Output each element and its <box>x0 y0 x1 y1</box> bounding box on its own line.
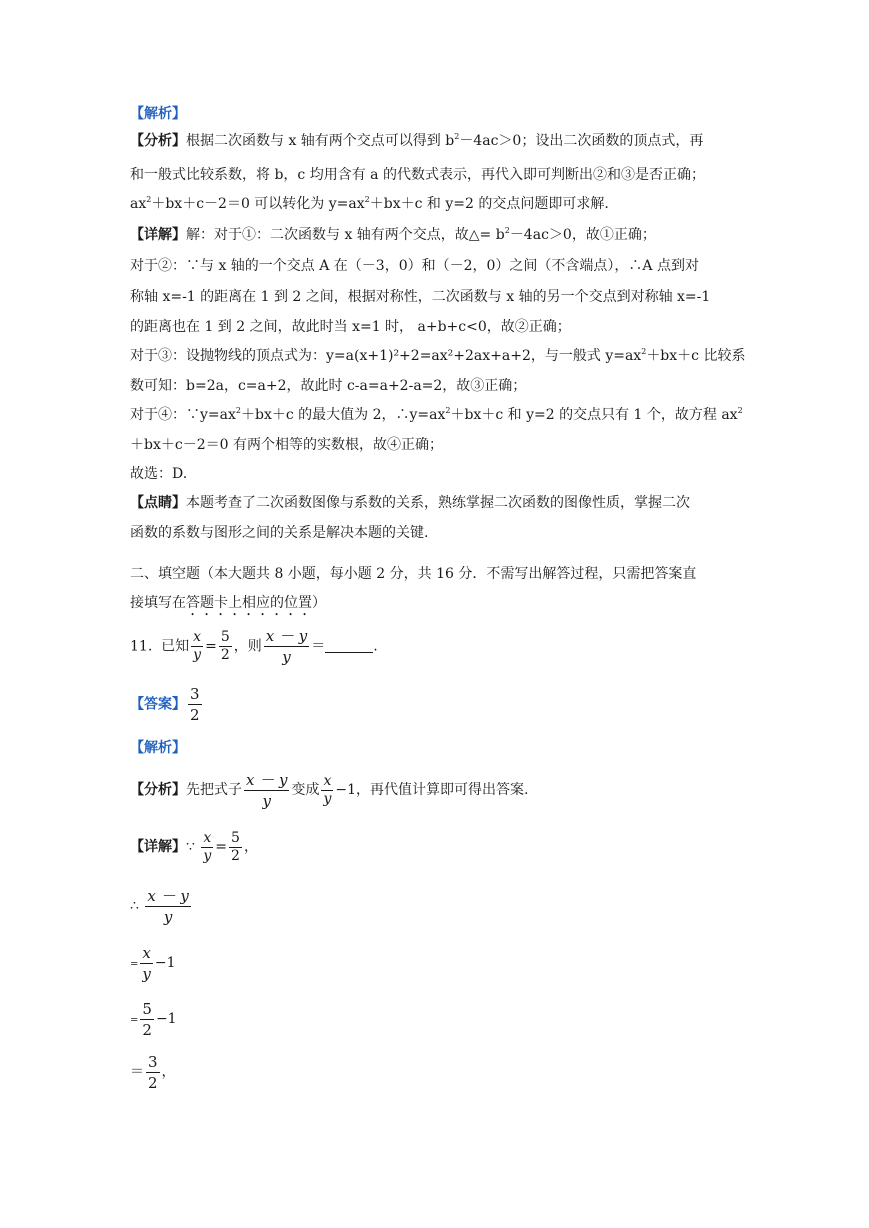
fraction-x-over-y: $\frac{x}{y}$ <box>193 629 202 663</box>
detail-11: 【详解】∵ $\frac{x}{y}$ = $\frac{5}{2}$ ， <box>130 829 258 864</box>
analysis-heading: 【解析】 <box>130 106 186 122</box>
answer-blank <box>325 640 373 653</box>
analysis-11: 【分析】先把式子 $\frac{x - y}{y}$ 变成 $\frac{x}{y}$ −1，再代值计算即可得出答案. <box>130 770 529 810</box>
question-number: 11. <box>130 638 153 655</box>
comment-line-1: 【点睛】本题考查了二次函数图像与系数的关系，熟练掌握二次函数的图像性质，掌握二次 <box>130 495 690 511</box>
fraction-5-over-2: $\frac{5}{2}$ <box>231 829 240 864</box>
step-2: = $\frac{x}{y}$ −1 <box>130 943 176 983</box>
section-header-line-1: 二、填空题（本大题共 8 小题，每小题 2 分，共 16 分．不需写出解答过程，只需把答案直 <box>130 566 697 582</box>
detail-line-6: 数可知：b=2a，c=a+2，故此时 c-a=a+2-a=2，故③正确； <box>130 378 527 394</box>
analysis-heading-11: 【解析】 <box>130 740 186 756</box>
fraction-x-over-y: $\frac{x}{y}$ <box>203 829 212 864</box>
answer-fraction: $\frac{3}{2}$ <box>190 685 200 724</box>
detail-answer-choice: 故选：D. <box>130 466 188 482</box>
answer-row <box>130 684 204 725</box>
step-4: ＝ $\frac{3}{2}$ ， <box>130 1052 176 1092</box>
fraction-5-over-2: $\frac{5}{2}$ <box>142 999 152 1039</box>
section-header-line-2: 接填写在答题卡上相应的位置） <box>130 595 326 611</box>
detail-line-7: 对于④：$\because y=ax^2+bx+c$ 的最大值为 2，$\therefore y=ax^2+bx+c$ 和 y=2 的交点只有 1 个，故方程 $ax^2$ <box>130 406 743 423</box>
fraction-3-over-2: $\frac{3}{2}$ <box>148 1052 158 1092</box>
comment-line-2: 函数的系数与图形之间的关系是解决本题的关键. <box>130 525 429 541</box>
detail-line-4: 的距离也在 1 到 2 之间，故此时当 x=1 时， a+b+c<0，故②正确； <box>130 319 571 335</box>
detail-line-3: 称轴 x=-1 的距离在 1 到 2 之间，根据对称性，二次函数与 x 轴的另一个交点到对称轴 x=-1 <box>130 289 711 305</box>
answer-tag: 【答案】 <box>130 696 186 713</box>
fraction-x-over-y: $\frac{x}{y}$ <box>323 772 332 807</box>
fraction-x-minus-y-over-y: $\frac{x - y}{y}$ <box>265 627 308 666</box>
analysis-line-1: 【分析】根据二次函数与 x 轴有两个交点可以得到 $b^2-4ac>0$；设出二次函数的顶点式，再 <box>130 132 704 149</box>
fraction-5-over-2: $\frac{5}{2}$ <box>220 629 230 663</box>
step-1: ∴ $\frac{x - y}{y}$ <box>130 886 189 926</box>
fraction-x-over-y: $\frac{x}{y}$ <box>142 943 151 983</box>
detail-line-2: 对于②：∵与 x 轴的一个交点 A 在（－3，0）和（－2，0）之间（不含端点），∴A 点到对 <box>130 258 699 274</box>
detail-line-1: 【详解】解：对于①：二次函数与 x 轴有两个交点，故△= $b^2-4ac>0$，故①正确； <box>130 226 656 243</box>
detail-line-5: 对于③：设抛物线的顶点式为：y=a(x+1)²+2=ax²+2ax+a+2，与一般式 $y=ax^2+bx+c$ 比较系 <box>130 347 746 364</box>
analysis-line-2: 和一般式比较系数，将 b，c 均用含有 a 的代数式表示，再代入即可判断出②和③是否正确； <box>130 167 705 183</box>
fraction-x-minus-y-over-y: $\frac{x - y}{y}$ <box>147 886 189 926</box>
question-11: 11. 已知 $\frac{x}{y}$ = $\frac{5}{2}$ ，则 $\frac{x - y}{y}$ ＝ . <box>130 627 378 666</box>
fraction-x-minus-y-over-y: $\frac{x - y}{y}$ <box>246 770 288 810</box>
detail-line-8: ＋bx＋c－2＝0 有两个相等的实数根，故④正确； <box>130 437 443 453</box>
emphasized-text: 答题卡上相应的位置 <box>186 595 312 611</box>
step-3: = $\frac{5}{2}$ −1 <box>130 999 177 1039</box>
analysis-line-3: $ax^2+bx+c-2=0$ 可以转化为 $y=ax^2+bx+c$ 和 y=2 的交点问题即可求解. <box>130 195 609 212</box>
